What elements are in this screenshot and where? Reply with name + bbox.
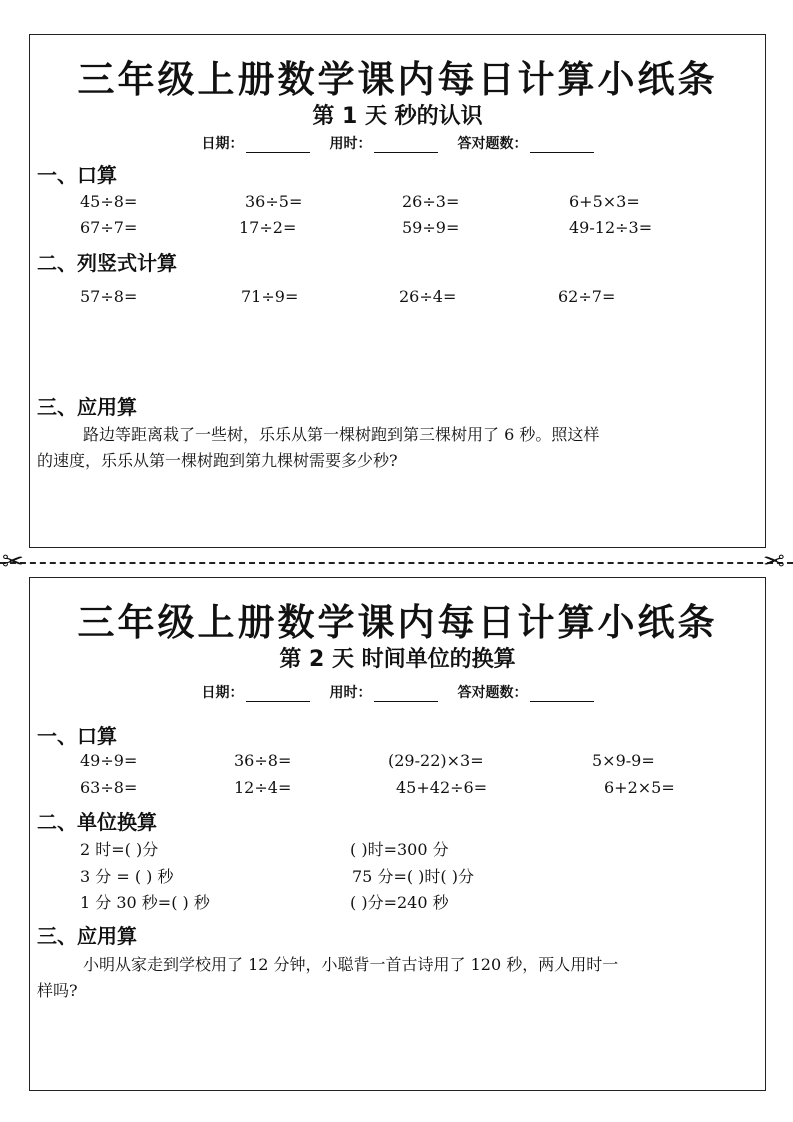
day-subtitle: 第 2 天 时间单位的换算 (279, 647, 516, 672)
problem: 6+5×3= (569, 192, 640, 211)
problem: 57÷8= (80, 287, 138, 306)
time-field[interactable] (330, 133, 438, 153)
conversion-item: 1 分 30 秒=( ) 秒 (80, 893, 210, 912)
problem: 17÷2= (239, 218, 297, 237)
conversion-item: 2 时=( )分 (80, 840, 159, 859)
problem: 36÷5= (245, 192, 303, 211)
date-blank[interactable] (246, 685, 310, 702)
time-label: 用时： (329, 136, 372, 152)
section-heading: 三、应用算 (37, 395, 137, 419)
section-heading: 二、单位换算 (37, 810, 157, 834)
problem: 71÷9= (241, 287, 299, 306)
problem: 62÷7= (558, 287, 616, 306)
problem: 36÷8= (234, 751, 292, 770)
worksheet-day1 (29, 34, 766, 548)
time-field[interactable] (330, 682, 438, 702)
section-heading: 一、口算 (37, 163, 117, 187)
problem: 26÷3= (402, 192, 460, 211)
problem: 59÷9= (402, 218, 460, 237)
problem: (29-22)×3= (388, 751, 484, 770)
problem: 67÷7= (80, 218, 138, 237)
date-blank[interactable] (246, 136, 310, 153)
correct-count-field[interactable] (458, 682, 594, 702)
correct-count-blank[interactable] (530, 136, 594, 153)
problem: 45+42÷6= (396, 778, 488, 797)
conversion-item: ( )分=240 秒 (350, 893, 449, 912)
section-heading: 三、应用算 (37, 924, 137, 948)
sheet-title: 三年级上册数学课内每日计算小纸条 (77, 58, 718, 101)
conversion-item: 3 分 = ( ) 秒 (80, 867, 174, 886)
problem: 49-12÷3= (569, 218, 653, 237)
time-label: 用时： (329, 685, 372, 701)
problem: 6+2×5= (604, 778, 675, 797)
sheet-title: 三年级上册数学课内每日计算小纸条 (77, 601, 718, 644)
time-blank[interactable] (374, 136, 438, 153)
date-field[interactable] (202, 133, 310, 153)
word-problem-line: 样吗? (37, 981, 78, 1000)
meta-row (30, 133, 765, 153)
word-problem-line: 路边等距离栽了一些树，乐乐从第一棵树跑到第三棵树用了 6 秒。照这样 (83, 425, 600, 444)
word-problem-line: 小明从家走到学校用了 12 分钟，小聪背一首古诗用了 120 秒，两人用时一 (83, 955, 619, 974)
meta-row (30, 682, 765, 702)
correct-count-blank[interactable] (530, 685, 594, 702)
problem: 12÷4= (234, 778, 292, 797)
problem: 5×9-9= (592, 751, 655, 770)
correct-count-label: 答对题数： (457, 685, 528, 701)
word-problem-line: 的速度，乐乐从第一棵树跑到第九棵树需要多少秒? (37, 451, 398, 470)
problem: 26÷4= (399, 287, 457, 306)
problem: 45÷8= (80, 192, 138, 211)
conversion-item: 75 分=( )时( )分 (352, 867, 474, 886)
conversion-item: ( )时=300 分 (350, 840, 449, 859)
date-field[interactable] (202, 682, 310, 702)
problem: 63÷8= (80, 778, 138, 797)
section-heading: 二、列竖式计算 (37, 251, 177, 275)
date-label: 日期： (201, 685, 244, 701)
scissors-icon: ✂ (2, 547, 24, 577)
correct-count-label: 答对题数： (457, 136, 528, 152)
day-subtitle: 第 1 天 秒的认识 (312, 104, 483, 129)
time-blank[interactable] (374, 685, 438, 702)
worksheet-day2 (29, 577, 766, 1091)
cut-line (0, 562, 793, 564)
date-label: 日期： (201, 136, 244, 152)
problem: 49÷9= (80, 751, 138, 770)
correct-count-field[interactable] (458, 133, 594, 153)
scissors-icon: ✂ (763, 547, 785, 577)
section-heading: 一、口算 (37, 724, 117, 748)
